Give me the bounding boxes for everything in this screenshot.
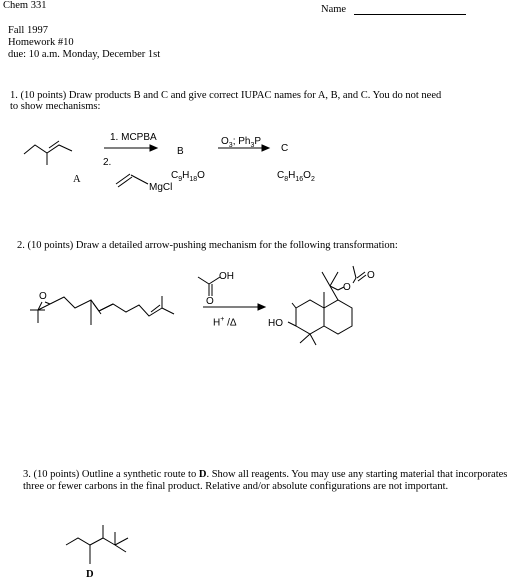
acetic-acid-structure — [198, 277, 220, 296]
conditions-h-delta: H+ /Δ — [213, 316, 237, 329]
term: Fall 1997 — [8, 25, 48, 36]
bicyclic-product-structure — [288, 266, 366, 345]
label-d: D — [86, 569, 94, 580]
allyl-grignard-structure — [116, 174, 148, 187]
acid-carbonyl-o: O — [206, 296, 214, 307]
reagent-step-2: 2. — [103, 157, 112, 168]
name-label: Name — [321, 4, 347, 15]
q1-text-line2: to show mechanisms: — [10, 101, 101, 112]
q1-text-line1: 1. (10 points) Draw products B and C and give correct IUPAC names for A, B, and C. You do not need — [10, 90, 442, 101]
formula-c: $C_8H_{16}O_2$ — [277, 170, 315, 183]
label-c: C — [281, 143, 289, 154]
label-b: B — [177, 146, 184, 157]
acid-oh: OH — [219, 271, 234, 282]
epoxide-polyene-structure — [30, 296, 174, 325]
due-date: due: 10 a.m. Monday, December 1st — [8, 49, 161, 60]
epoxide-oxygen: O — [39, 291, 47, 302]
reagent-mcpba: 1. MCPBA — [110, 132, 157, 143]
product-ester-o: O — [343, 282, 351, 293]
formula-b: $C_9H_{18}O$ — [171, 170, 205, 183]
q2-text: 2. (10 points) Draw a detailed arrow-pushing mechanism for the following transformation: — [17, 240, 398, 251]
reagent-ozone: $O_3$; $Ph_3P$ — [221, 136, 262, 149]
q3-text: 3. (10 points) Outline a synthetic route to D. Show all reagents. You may use any starting material that incorporates three or fewer carbons in the final product. Relative and/or absolute configurations are not important. — [23, 469, 508, 492]
label-a: A — [73, 174, 81, 185]
grignard-mgcl: MgCl — [149, 182, 173, 193]
homework-number: Homework #10 — [8, 37, 74, 48]
product-ho: HO — [268, 318, 283, 329]
molecule-a-structure — [24, 141, 72, 165]
course-title: Chem 331 — [3, 0, 47, 11]
product-carbonyl-o: O — [367, 270, 375, 281]
molecule-d-structure — [66, 525, 128, 564]
reaction-arrow-1 — [104, 145, 157, 151]
